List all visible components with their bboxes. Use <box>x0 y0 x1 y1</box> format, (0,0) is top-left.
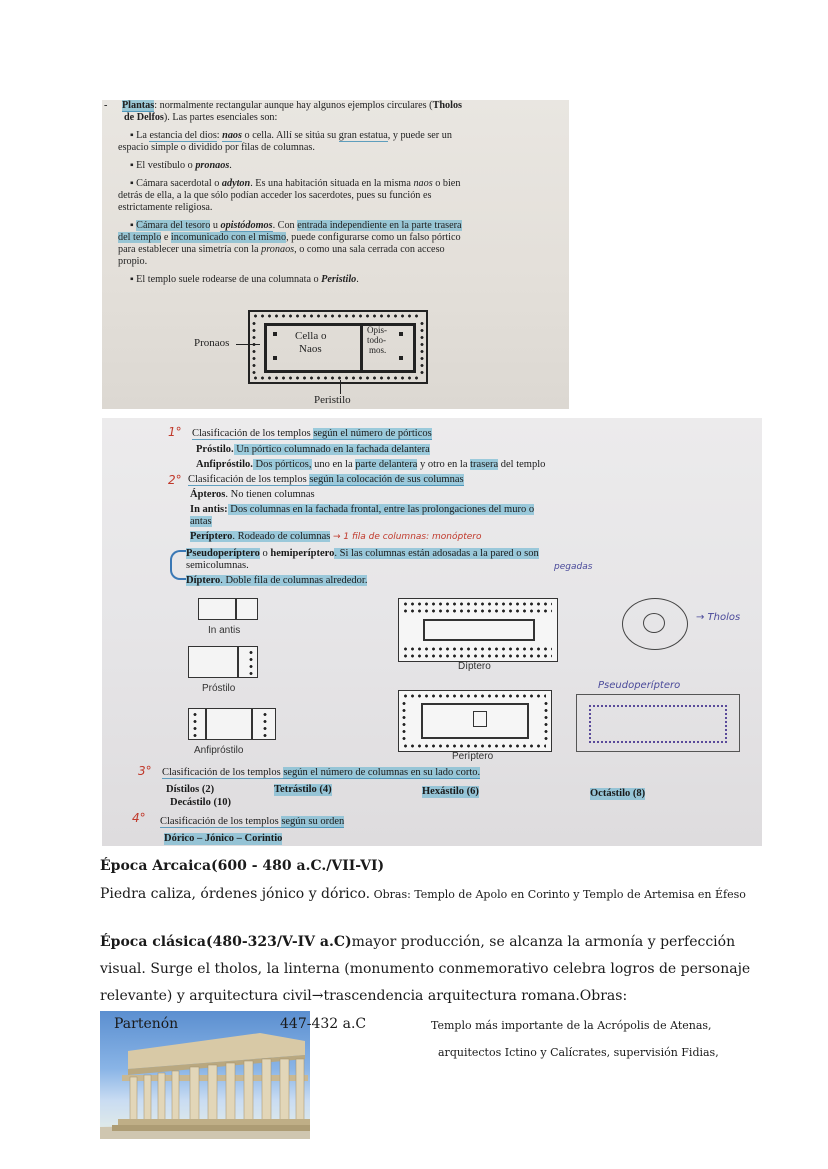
wall <box>251 709 253 739</box>
number-4: 4° <box>132 811 146 825</box>
heading-columnas: Clasificación de los templos según la colocación de sus columnas <box>188 474 464 485</box>
octastilo: Octástilo (8) <box>590 788 646 799</box>
dividing-wall <box>360 326 363 370</box>
label-naos: Naos <box>299 343 322 355</box>
column-marker <box>273 332 277 336</box>
label-opis2: todo- <box>367 335 386 345</box>
bullet-adyton-cont2: estrictamente religiosa. <box>118 202 213 213</box>
caption-prostilo: Próstilo <box>202 683 236 694</box>
inner <box>473 711 487 727</box>
temple-plan-diagram <box>248 310 428 384</box>
cella <box>589 705 727 743</box>
heading-orden: Clasificación de los templos según su orden <box>160 816 345 827</box>
plan-prostilo <box>188 646 258 678</box>
apteros-line: Ápteros. No tienen columnas <box>190 489 315 500</box>
number-2: 2° <box>168 473 182 487</box>
plan-tholos <box>622 598 688 650</box>
bullet-peristilo: ▪ El templo suele rodearse de una columnata o Peristilo. <box>130 274 359 285</box>
ordenes: Dórico – Jónico – Corintio <box>164 833 283 844</box>
plan-pseudoperiptero <box>576 694 740 752</box>
distilos: Dístilos (2) <box>166 784 215 795</box>
columns <box>402 602 552 606</box>
bullet-opistodomos: ▪ Cámara del tesoro u opistódomos. Con entrada independiente en la parte trasera <box>130 220 462 231</box>
partenon-label: Partenón <box>114 1016 179 1032</box>
bullet-opistodomos-cont: del templo e incomunicado con el mismo, puede configurarse como un falso pórtico <box>118 232 461 243</box>
caption-in-antis: In antis <box>208 625 241 636</box>
wall <box>235 599 237 619</box>
hand-pseudoperiptero: Pseudoperíptero <box>598 680 681 691</box>
peristilo-pointer <box>340 380 341 394</box>
columns <box>402 647 552 651</box>
plan-periptero <box>398 690 552 752</box>
columns <box>402 744 546 748</box>
columns <box>544 700 548 740</box>
plan-in-antis <box>198 598 258 620</box>
heading-porticos: Clasificación de los templos según el número de pórticos <box>192 428 432 439</box>
cella-walls <box>264 323 416 373</box>
wall <box>205 709 207 739</box>
columns <box>402 694 546 698</box>
hand-bracket <box>170 550 186 580</box>
heading-lado-corto: Clasificación de los templos según el número de columnas en su lado corto. <box>162 767 481 778</box>
hand-tholos: → Tholos <box>696 612 741 623</box>
pronaos-pointer <box>236 344 260 345</box>
pseudo-line2: semicolumnas. <box>186 560 249 571</box>
number-1: 1° <box>168 425 182 439</box>
plan-anfiprostilo <box>188 708 276 740</box>
hexastilo: Hexástilo (6) <box>422 786 479 797</box>
bullet-adyton-cont: detrás de ella, a la que sólo podían acceder los sacerdotes, pues su función es <box>118 190 432 201</box>
caption-diptero: Díptero <box>458 661 491 672</box>
tetrastilo: Tetrástilo (4) <box>274 784 332 795</box>
bullet-naos: ▪ La estancia del dios: naos o cella. Allí se sitúa su gran estatua, y puede ser un <box>130 130 452 141</box>
anfiprostilo-line: Anfipróstilo. Dos pórticos, uno en la parte delantera y otro en la trasera del templo <box>196 459 546 470</box>
peristyle-dots-right <box>420 320 424 374</box>
partenon-fecha: 447-432 a.C <box>280 1016 367 1032</box>
columns <box>402 654 552 658</box>
label-cella: Cella o <box>295 330 327 342</box>
peristyle-dots-bottom <box>252 376 422 380</box>
peristyle-dots-top <box>252 314 422 318</box>
columns <box>402 700 406 740</box>
antis-line2: antas <box>190 516 212 527</box>
textbook-photo <box>102 100 569 409</box>
plantas-line1: - Plantas: normalmente rectangular aunque hay algunos ejemplos circulares (Tholos <box>104 100 463 111</box>
columns <box>402 609 552 613</box>
column-marker <box>399 332 403 336</box>
arcaica-title: Época Arcaica(600 - 480 a.C./VII-VI) <box>100 858 385 874</box>
columns <box>249 649 253 675</box>
hand-pegadas: pegadas <box>554 562 593 572</box>
diptero-line: Díptero. Doble fila de columnas alrededor. <box>186 575 368 586</box>
column-marker <box>399 356 403 360</box>
label-opis3: mos. <box>369 345 387 355</box>
bullet-adyton: ▪ Cámara sacerdotal o adyton. Es una habitación situada en la misma naos o bien <box>130 178 461 189</box>
partenon-desc2: arquitectos Ictino y Calícrates, supervisión Fidias, <box>438 1046 719 1059</box>
label-pronaos: Pronaos <box>194 337 230 349</box>
bullet-opistodomos-cont3: propio. <box>118 256 148 267</box>
clasica-line3: relevante) y arquitectura civil→trascendencia arquitectura romana.Obras: <box>100 988 628 1004</box>
columns <box>193 711 197 737</box>
label-opis1: Opis- <box>367 325 387 335</box>
clasica-line1: Época clásica(480-323/V-IV a.C)mayor producción, se alcanza la armonía y perfección <box>100 934 736 950</box>
pseudo-line: Pseudoperíptero o hemiperíptero. Si las columnas están adosadas a la pared o son <box>186 548 539 559</box>
number-3: 3° <box>138 764 152 778</box>
notes-photo <box>102 418 762 846</box>
plan-diptero <box>398 598 558 662</box>
bullet-naos-cont: espacio simple o dividido por filas de columnas. <box>118 142 315 153</box>
label-peristilo: Peristilo <box>314 394 351 406</box>
decastilo: Decástilo (10) <box>170 797 231 808</box>
periptero-line: Períptero. Rodeado de columnas → 1 fila de columnas: monóptero <box>190 531 482 542</box>
columns <box>263 711 267 737</box>
partenon-desc1: Templo más importante de la Acrópolis de Atenas, <box>431 1019 712 1032</box>
bullet-pronaos: ▪ El vestíbulo o pronaos. <box>130 160 232 171</box>
antis-line: In antis: Dos columnas en la fachada frontal, entre las prolongaciones del muro o <box>190 504 535 515</box>
bullet-opistodomos-cont2: para establecer una simetría con la pronaos, o como una sala cerrada con acceso <box>118 244 445 255</box>
caption-periptero: Períptero <box>452 751 494 762</box>
prostilo-line: Próstilo. Un pórtico columnado en la fachada delantera <box>196 444 430 455</box>
caption-anfiprostilo: Anfipróstilo <box>194 745 244 756</box>
column-marker <box>273 356 277 360</box>
peristyle-dots-left <box>252 320 256 374</box>
plantas-line2: de Delfos). Las partes esenciales son: <box>124 112 278 123</box>
wall <box>237 647 239 677</box>
cella <box>423 619 535 641</box>
clasica-line2: visual. Surge el tholos, la linterna (monumento conmemorativo celebra logros de personaje <box>100 961 751 977</box>
arcaica-text: Piedra caliza, órdenes jónico y dórico. Obras: Templo de Apolo en Corinto y Templo de Artemisa en Éfeso <box>100 886 746 902</box>
tholos-inner <box>643 613 665 633</box>
